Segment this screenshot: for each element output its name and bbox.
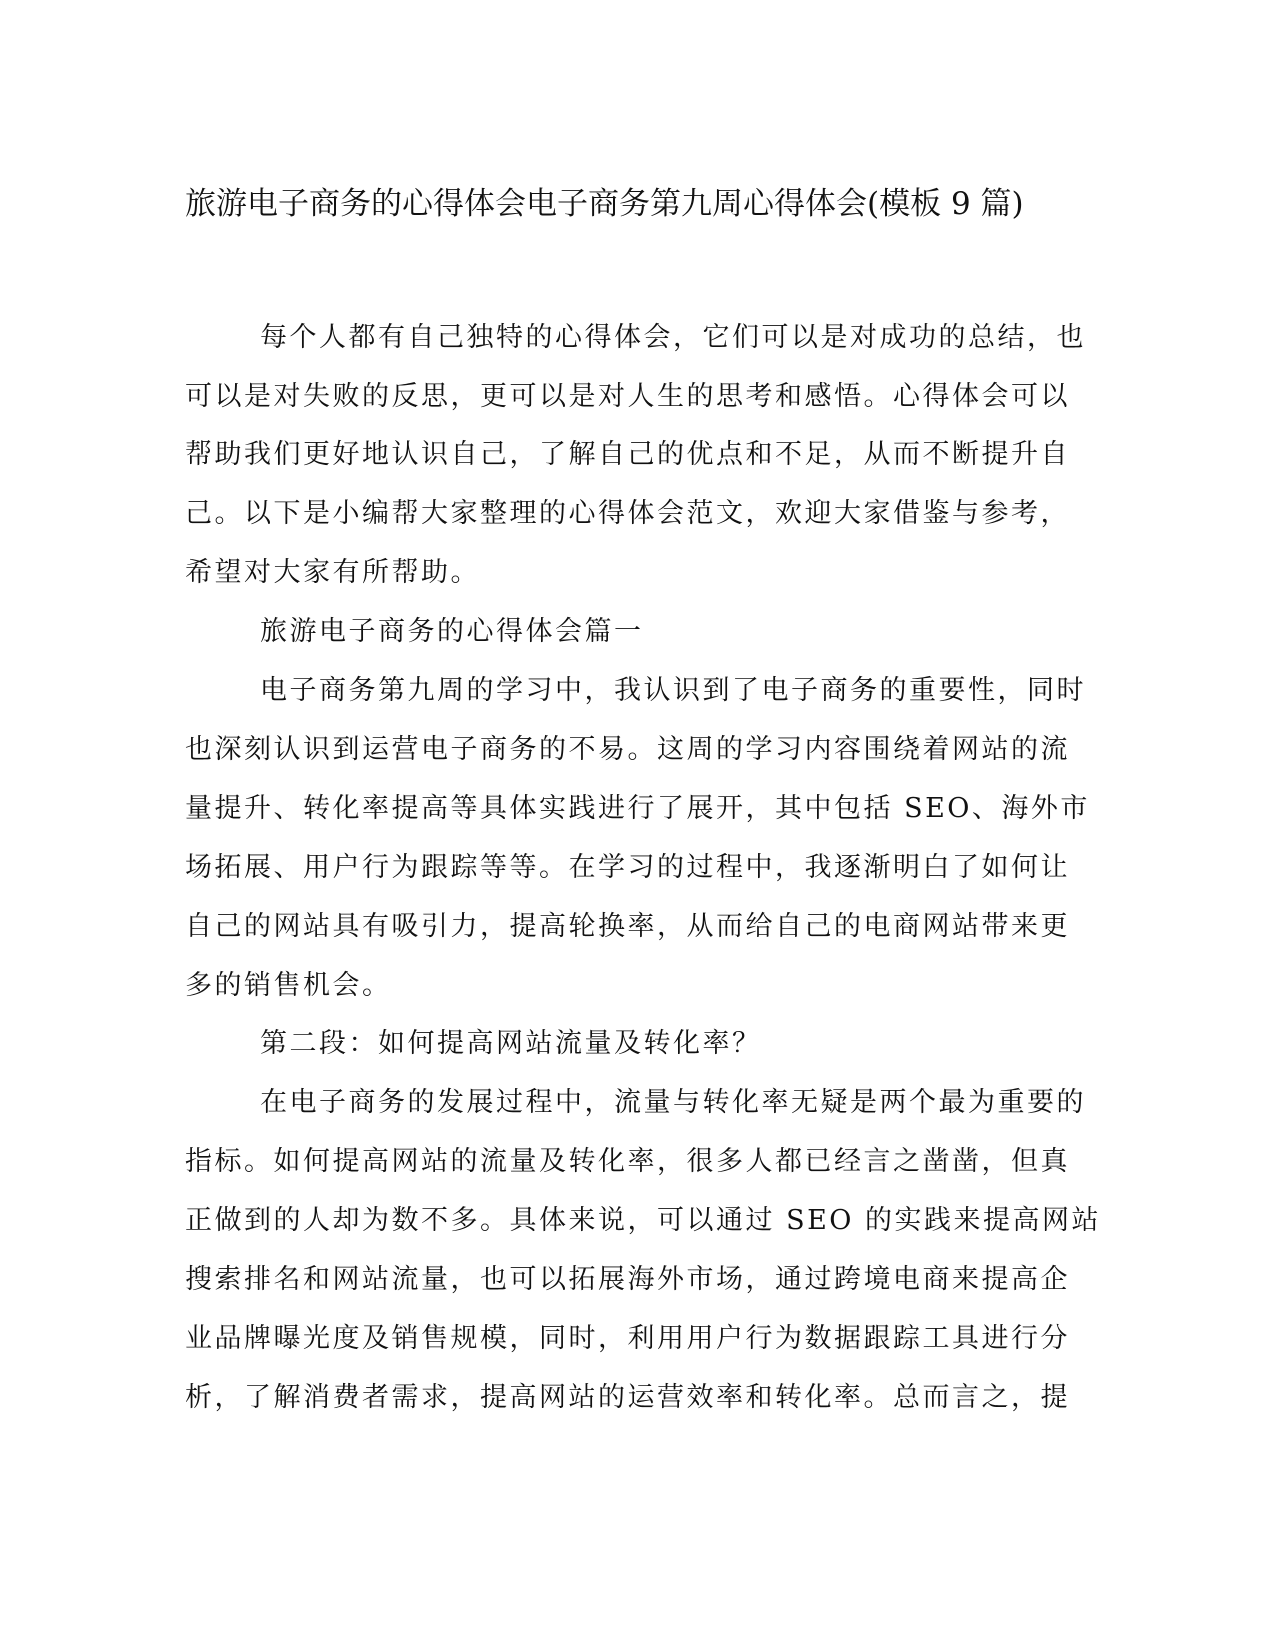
paragraph-line: 指标。如何提高网站的流量及转化率，很多人都已经言之凿凿，但真 — [185, 1146, 1070, 1177]
paragraph-line: 析，了解消费者需求，提高网站的运营效率和转化率。总而言之，提 — [185, 1382, 1070, 1413]
paragraph-line: 帮助我们更好地认识自己，了解自己的优点和不足，从而不断提升自 — [185, 439, 1070, 470]
document-title: 旅游电子商务的心得体会电子商务第九周心得体会(模板 9 篇) — [185, 186, 1024, 222]
paragraph-line: 在电子商务的发展过程中，流量与转化率无疑是两个最为重要的 — [260, 1087, 1086, 1118]
paragraph-line: 搜索排名和网站流量，也可以拓展海外市场，通过跨境电商来提高企 — [185, 1264, 1070, 1295]
paragraph-line: 场拓展、用户行为跟踪等等。在学习的过程中，我逐渐明白了如何让 — [185, 852, 1070, 883]
paragraph-line: 多的销售机会。 — [185, 970, 392, 1001]
paragraph-line: 每个人都有自己独特的心得体会，它们可以是对成功的总结，也 — [260, 322, 1086, 353]
paragraph-line: 也深刻认识到运营电子商务的不易。这周的学习内容围绕着网站的流 — [185, 734, 1070, 765]
paragraph-line: 电子商务第九周的学习中，我认识到了电子商务的重要性，同时 — [260, 675, 1086, 706]
section-heading: 旅游电子商务的心得体会篇一 — [260, 616, 644, 647]
paragraph-line: 可以是对失败的反思，更可以是对人生的思考和感悟。心得体会可以 — [185, 381, 1070, 412]
paragraph-line: 正做到的人却为数不多。具体来说，可以通过 SEO 的实践来提高网站 — [185, 1205, 1102, 1236]
paragraph-line: 希望对大家有所帮助。 — [185, 557, 480, 588]
paragraph-line: 自己的网站具有吸引力，提高轮换率，从而给自己的电商网站带来更 — [185, 911, 1070, 942]
section-heading: 第二段：如何提高网站流量及转化率？ — [260, 1028, 762, 1059]
paragraph-line: 己。以下是小编帮大家整理的心得体会范文，欢迎大家借鉴与参考， — [185, 498, 1070, 529]
paragraph-line: 业品牌曝光度及销售规模，同时，利用用户行为数据跟踪工具进行分 — [185, 1323, 1070, 1354]
paragraph-line: 量提升、转化率提高等具体实践进行了展开，其中包括 SEO、海外市 — [185, 793, 1090, 824]
